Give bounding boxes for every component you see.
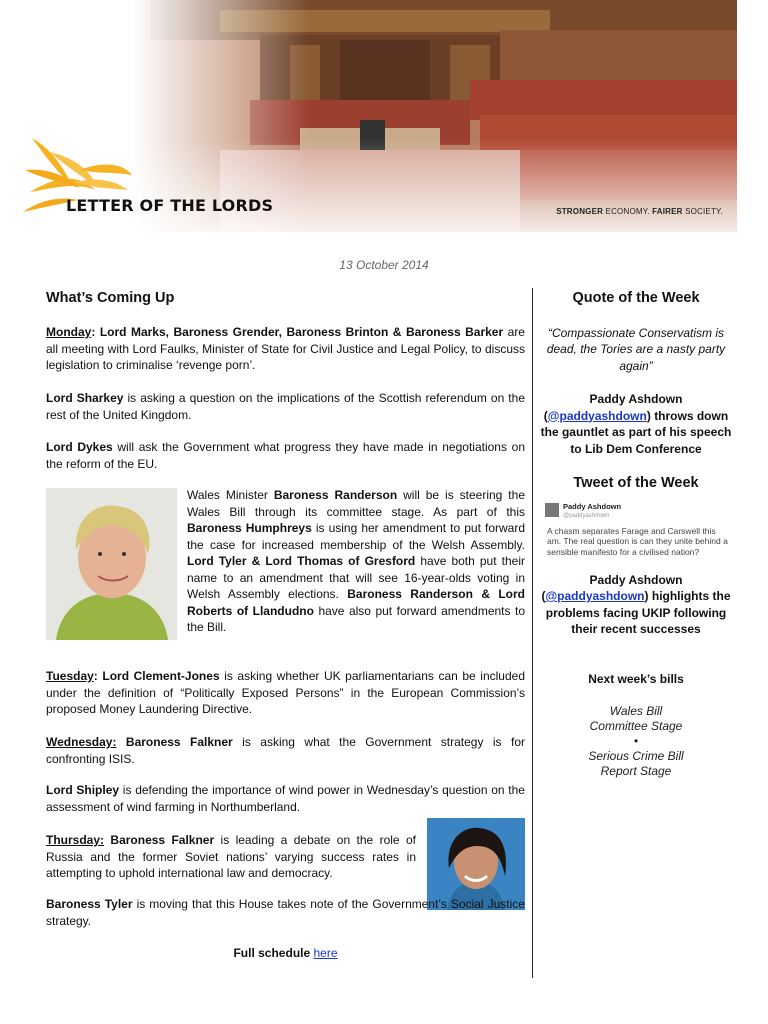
newsletter-title: LETTER OF THE LORDS bbox=[66, 196, 274, 215]
tuesday-paragraph: Tuesday: Lord Clement-Jones is asking whether UK parliamentarians can be included under the definition of “Politically Exposed Persons” in the European Commission’s proposed Money Laundering Directive. bbox=[46, 669, 525, 716]
monday-paragraph: Monday: Lord Marks, Baroness Grender, Baroness Brinton & Baroness Barker are all meeting with Lord Faulks, Minister of State for Civil Justice and Legal Policy, to discuss legislation to criminalise ‘revenge porn’. bbox=[46, 325, 525, 372]
avatar bbox=[545, 503, 559, 517]
tagline: STRONGER ECONOMY. FAIRER SOCIETY. bbox=[556, 207, 723, 216]
quote-text: “Compassionate Conservatism is dead, the Tories are a nasty party again” bbox=[546, 325, 726, 373]
bill-name: Wales Bill bbox=[609, 704, 663, 718]
baroness-randerson-photo bbox=[46, 488, 177, 640]
tweet-body: A chasm separates Farage and Carswell this am. The real question is can they unite behind a sensible manifesto for a civilised nation? bbox=[547, 525, 728, 557]
sidebar bbox=[538, 288, 734, 779]
next-weeks-bills-heading: Next week’s bills bbox=[588, 671, 684, 686]
shipley-paragraph: Lord Shipley is defending the importance of wind power in Wednesday’s question on the assessment of wind farming in Northumberland. bbox=[46, 783, 525, 814]
tweet-of-the-week-heading: Tweet of the Week bbox=[573, 475, 699, 491]
bill-stage: Committee Stage bbox=[589, 719, 683, 733]
header-banner bbox=[0, 0, 737, 232]
tweet-card bbox=[541, 500, 731, 572]
column-divider bbox=[532, 288, 533, 978]
whats-coming-up-heading: What’s Coming Up bbox=[46, 290, 175, 306]
main-column bbox=[46, 288, 526, 960]
bullet: • bbox=[633, 734, 639, 748]
quote-of-the-week-heading: Quote of the Week bbox=[572, 290, 700, 306]
issue-date: 13 October 2014 bbox=[339, 258, 429, 272]
wednesday-paragraph: Wednesday: Baroness Falkner is asking what the Government strategy is for confronting ISIS. bbox=[46, 735, 525, 766]
sharkey-paragraph: Lord Sharkey is asking a question on the implications of the Scottish referendum on the rest of the United Kingdom. bbox=[46, 391, 525, 422]
bills-list bbox=[538, 704, 734, 779]
tweet-author-handle-link[interactable]: @paddyashdown bbox=[545, 589, 645, 603]
dykes-paragraph: Lord Dykes will ask the Government what progress they have made in negotiations on the reform of the EU. bbox=[46, 440, 526, 471]
wales-bill-paragraph: Wales Minister Baroness Randerson will be is steering the Wales Bill through its committee stage. As part of this Baroness Humphreys is using her amendment to put forward the case for increased membership of the Welsh Assembly. Lord Tyler & Lord Thomas of Gresford have both put their name to an amendment that will see 16-year-olds voting in Welsh Assembly elections. Baroness Randerson & Lord Roberts of Llandudno have also put forward amendments to the Bill. bbox=[187, 488, 526, 634]
full-schedule-line: Full schedule here bbox=[233, 946, 338, 960]
tweet-author-name: Paddy Ashdown bbox=[563, 501, 622, 511]
thursday-paragraph: Thursday: Baroness Falkner is leading a debate on the role of Russia and the former Soviet nations’ varying success rates in attempting to uphold international law and democracy. bbox=[46, 833, 416, 880]
bill-stage: Report Stage bbox=[600, 764, 672, 778]
bill-name: Serious Crime Bill bbox=[588, 749, 684, 763]
tweet-author-handle: @paddyashdown bbox=[563, 512, 610, 519]
quote-author-handle-link[interactable]: @paddyashdown bbox=[547, 408, 647, 423]
tweet-attribution: Paddy Ashdown (@paddyashdown) highlights the problems facing UKIP following their recent successes bbox=[541, 572, 731, 636]
full-schedule-link[interactable]: here bbox=[313, 946, 338, 960]
tyler-paragraph: Baroness Tyler is moving that this House takes note of the Government’s Social Justice strategy. bbox=[46, 897, 525, 928]
quote-attribution: Paddy Ashdown (@paddyashdown) throws down the gauntlet as part of his speech to Lib Dem Conference bbox=[540, 392, 732, 456]
